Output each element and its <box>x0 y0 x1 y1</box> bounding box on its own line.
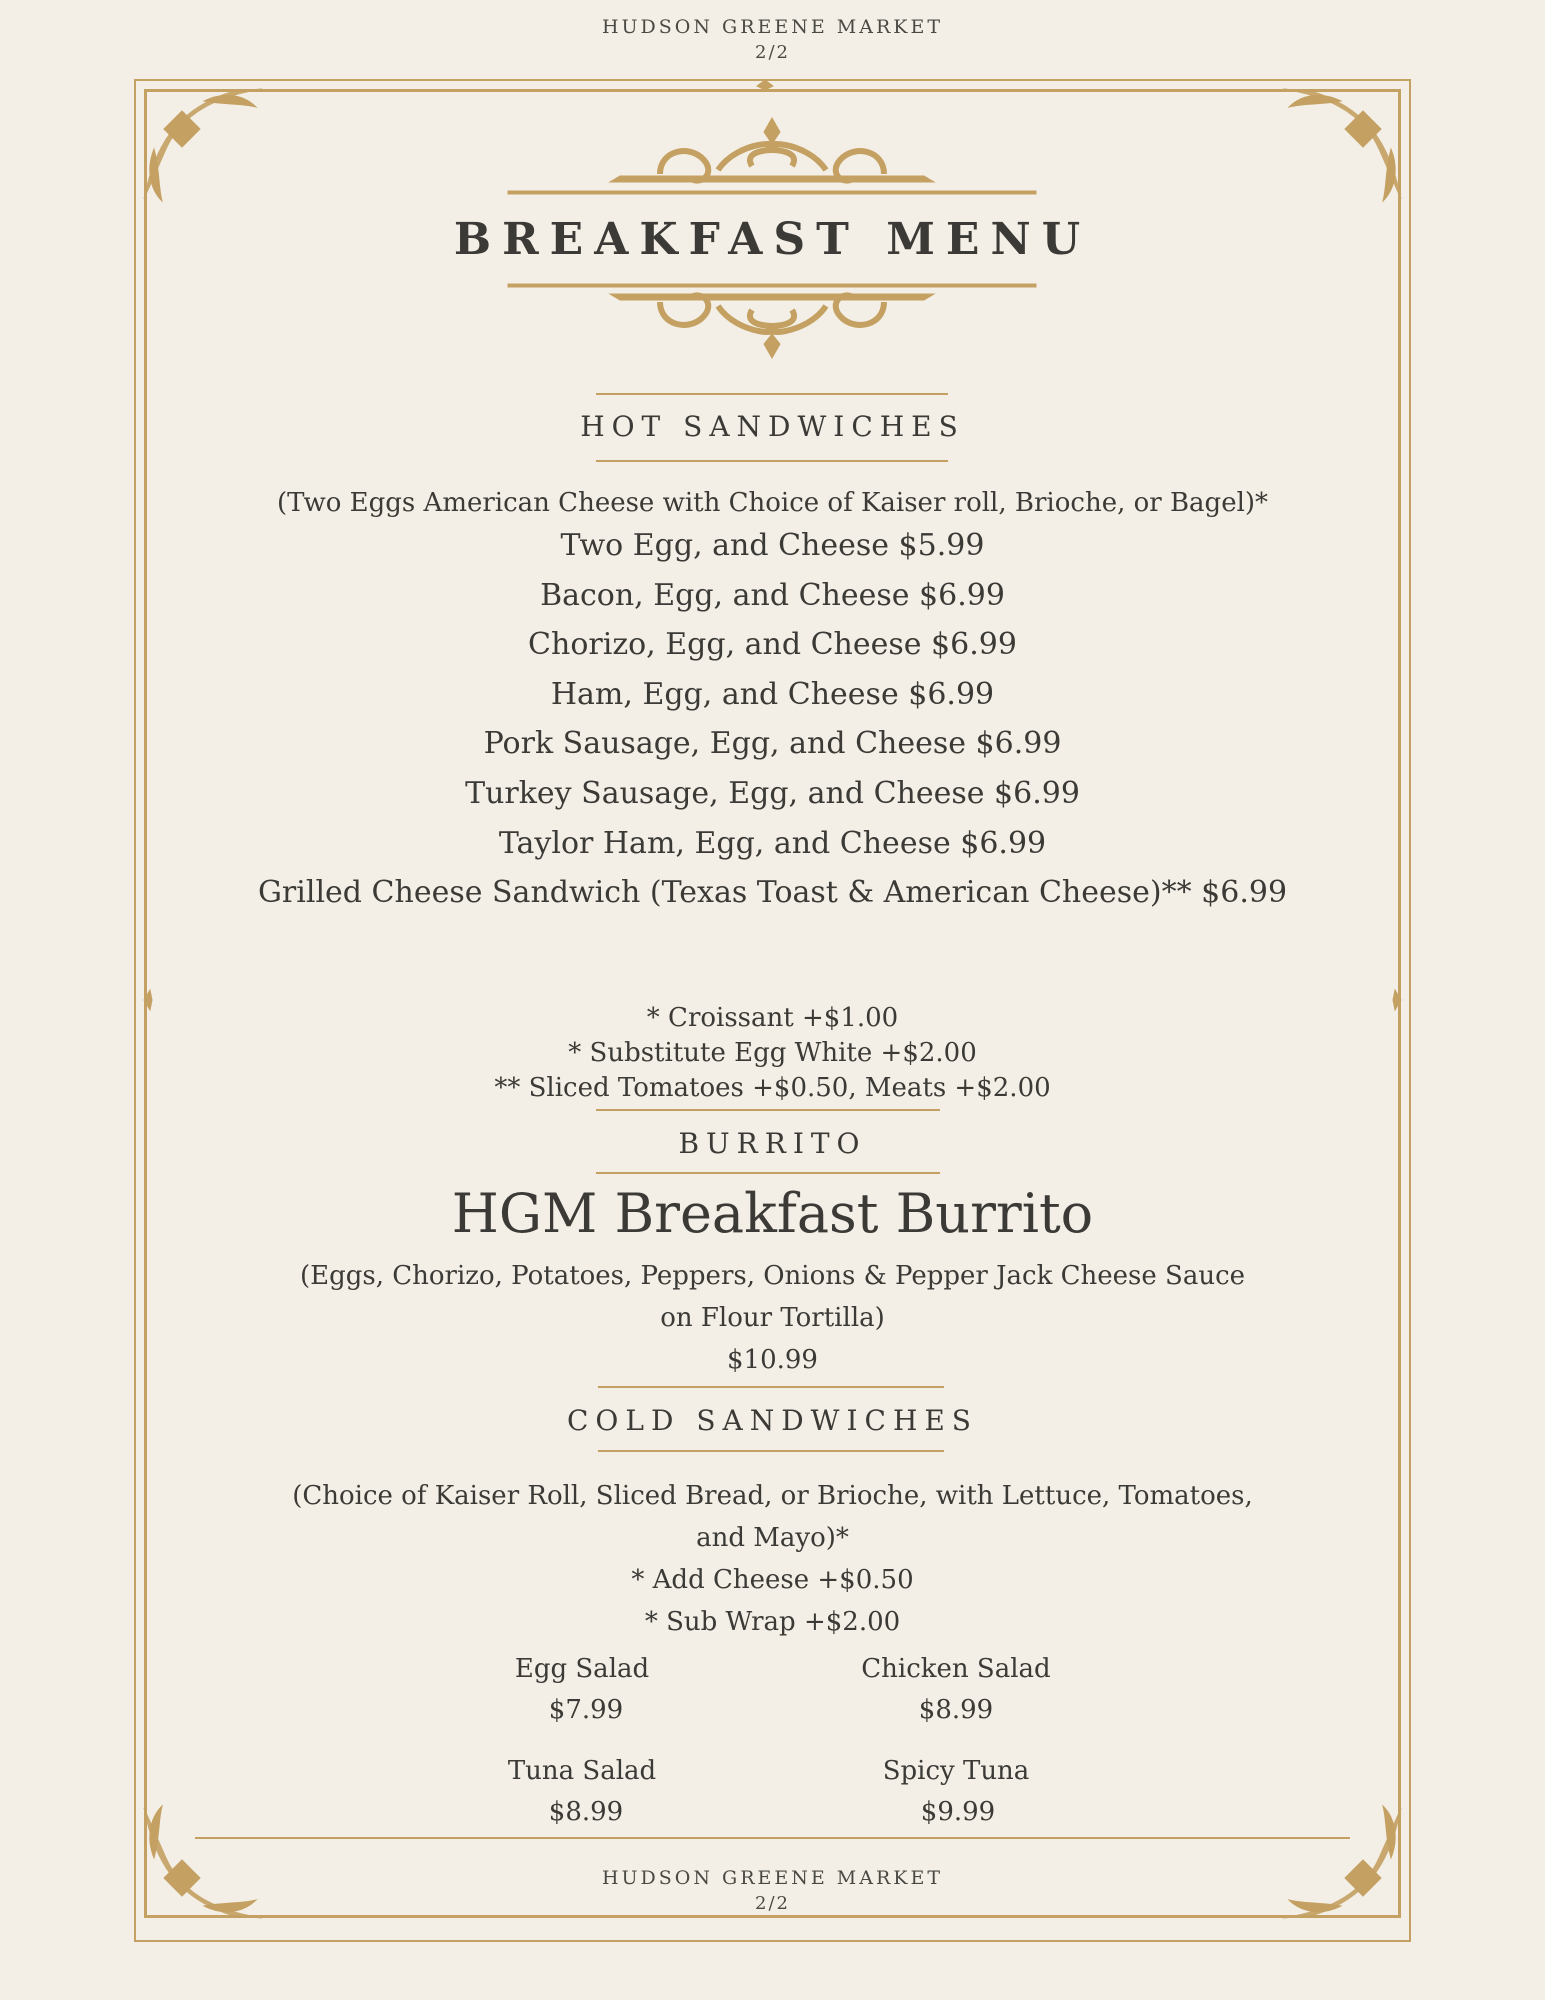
menu-item: Grilled Cheese Sandwich (Texas Toast & American Cheese)** $6.99 <box>257 875 1288 910</box>
cold-item-price: $8.99 <box>918 1695 994 1725</box>
burrito-description: (Eggs, Chorizo, Potatoes, Peppers, Onions & Pepper Jack Cheese Sauce <box>299 1261 1246 1291</box>
burrito-price: $10.99 <box>727 1345 818 1375</box>
menu-item: Two Egg, and Cheese $5.99 <box>560 528 985 563</box>
hot-sandwiches-note: (Two Eggs American Cheese with Choice of Kaiser roll, Brioche, or Bagel)* <box>276 488 1269 518</box>
menu-item: Ham, Egg, and Cheese $6.99 <box>550 677 995 712</box>
menu-item: Pork Sausage, Egg, and Cheese $6.99 <box>483 726 1062 761</box>
section-heading-hot-sandwiches: HOT SANDWICHES <box>580 410 965 443</box>
section-heading-cold-sandwiches: COLD SANDWICHES <box>567 1404 978 1437</box>
section-heading-burrito: BURRITO <box>678 1127 867 1160</box>
section-rule <box>596 1109 940 1111</box>
cold-item-name: Egg Salad <box>514 1654 650 1684</box>
cold-sandwiches-note: (Choice of Kaiser Roll, Sliced Bread, or Brioche, with Lettuce, Tomatoes, <box>292 1481 1253 1511</box>
cold-sandwiches-note: and Mayo)* <box>696 1523 849 1553</box>
menu-item: Chorizo, Egg, and Cheese $6.99 <box>528 627 1017 662</box>
section-rule <box>596 460 948 462</box>
section-rule <box>596 393 948 395</box>
section-rule <box>598 1386 944 1388</box>
section-rule <box>598 1450 944 1452</box>
menu-item: Taylor Ham, Egg, and Cheese $6.99 <box>498 826 1047 861</box>
section-rule <box>596 1172 940 1174</box>
header-page-number: 2/2 <box>755 42 790 63</box>
burrito-name: HGM Breakfast Burrito <box>451 1182 1094 1245</box>
cold-item-price: $9.99 <box>920 1797 996 1827</box>
addon-line: * Croissant +$1.00 <box>646 1003 899 1033</box>
footer-restaurant-name: HUDSON GREENE MARKET <box>601 1867 944 1889</box>
cold-item-price: $7.99 <box>548 1695 624 1725</box>
header-restaurant-name: HUDSON GREENE MARKET <box>601 16 944 38</box>
cold-item-name: Tuna Salad <box>507 1756 657 1786</box>
cold-item-name: Spicy Tuna <box>882 1756 1030 1786</box>
burrito-description: on Flour Tortilla) <box>660 1303 885 1333</box>
addon-line: * Add Cheese +$0.50 <box>631 1565 914 1595</box>
menu-item: Turkey Sausage, Egg, and Cheese $6.99 <box>465 776 1080 811</box>
menu-title: BREAKFAST MENU <box>453 214 1092 265</box>
menu-item: Bacon, Egg, and Cheese $6.99 <box>540 578 1005 613</box>
cold-item-price: $8.99 <box>548 1797 624 1827</box>
addon-line: ** Sliced Tomatoes +$0.50, Meats +$2.00 <box>494 1073 1051 1103</box>
footer-rule <box>195 1837 1350 1839</box>
footer-page-number: 2/2 <box>755 1893 790 1914</box>
cold-item-name: Chicken Salad <box>861 1654 1051 1684</box>
addon-line: * Sub Wrap +$2.00 <box>644 1607 901 1637</box>
addon-line: * Substitute Egg White +$2.00 <box>568 1038 977 1068</box>
